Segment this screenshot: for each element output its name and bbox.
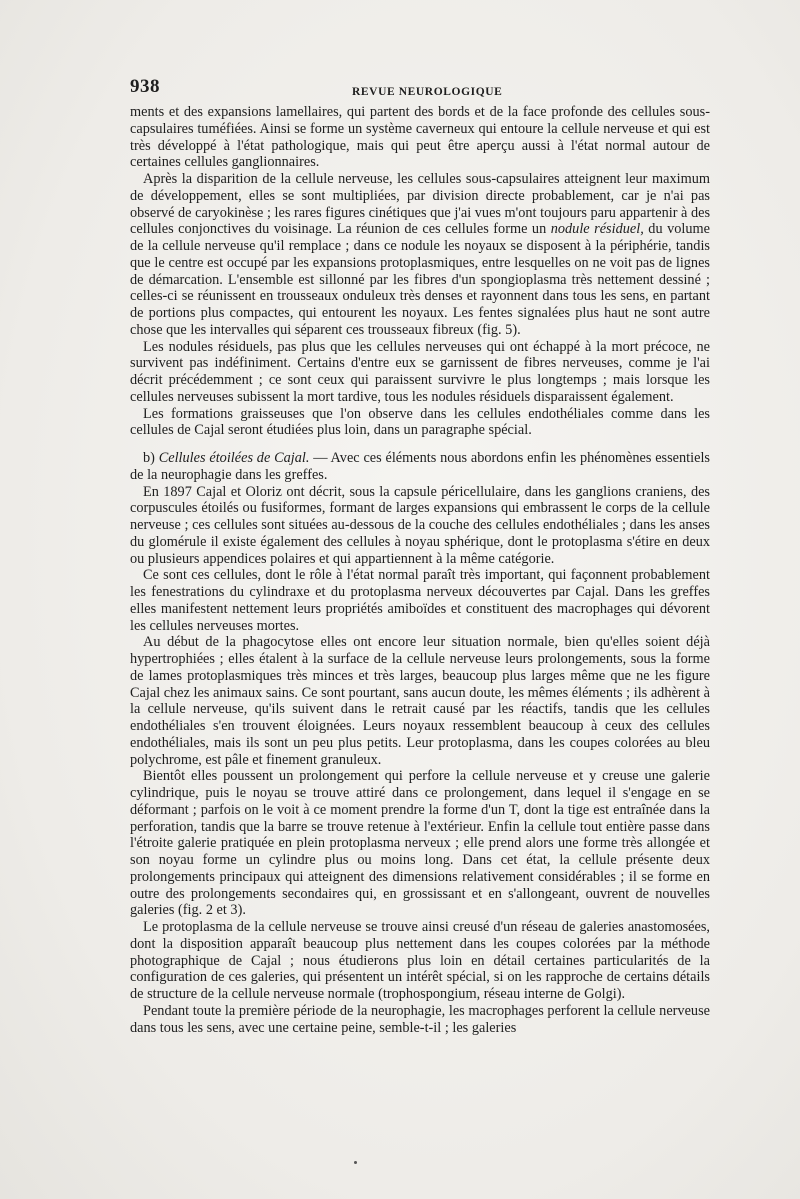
paragraph-11: Pendant toute la première période de la neurophagie, les macrophages perforent la cellule nerveuse dans tous les sens, avec une certaine peine, semble-t-il ; les galeries <box>130 1002 710 1036</box>
section-b-prefix: b) <box>143 450 159 466</box>
paragraph-1: ments et des expansions lamellaires, qui partent des bords et de la face profonde des cellules sous-capsulaires tuméfiées. Ainsi se forme un système caverneux qui entoure la cellule nerveuse et qui est très développé à l'état pathologique, mais qui peut être aperçu aussi à l'état normal autour de certaines cellules ganglionnaires. <box>130 104 710 171</box>
paragraph-3: Les nodules résiduels, pas plus que les cellules nerveuses qui ont échappé à la mort précoce, ne survivent pas indéfiniment. Certains d'entre eux se garnissent de fibres nerveuses, comme je l'ai décrit précédemment ; ce sont ceux qui paraissent survivre le plus longtemps ; mais lorsque les cellules nerveuses subissent la mort tardive, tous les nodules résiduels disparaissent également. <box>130 338 710 405</box>
paragraph-4: Les formations graisseuses que l'on observe dans les cellules endothéliales comme dans les cellules de Cajal seront étudiées plus loin, dans un paragraphe spécial. <box>130 405 710 439</box>
body-text <box>130 104 710 1036</box>
section-b-paragraph <box>130 450 710 484</box>
paragraph-2-start: Après la disparition de la cellule nerveuse, les cellules sous-capsulaires atteignent leur maximum de développement, elles se sont multipliées, par division directe probablement, car je n'ai pas observé de caryokinèse ; les rares figures cinétiques que j'ai vues m'ont toujours paru appartenir à des cellules conjonctives du voisinage. La réunion de ces cellules forme un <box>130 171 711 238</box>
page-header <box>130 76 710 102</box>
paragraph-2-end: du volume de la cellule nerveuse qu'il remplace ; dans ce nodule les noyaux se disposent à la périphérie, tandis que le centre est occupé par les expansions protoplasmiques, entre lesquelles on ne voit pas de lignes de démarcation. L'ensemble est sillonné par les fibres d'un spongioplasma très nettement dessiné ; celles-ci se réunissent en trousseaux onduleux très denses et rayonnent dans tous les sens, en partant de portions plus compactes, qui entourent les noyaux. Les fentes signalées plus haut ne sont autre chose que les intervalles qui séparent ces trousseaux fibreux (fig. 5). <box>130 221 710 338</box>
paragraph-6: En 1897 Cajal et Oloriz ont décrit, sous la capsule péricellulaire, dans les ganglions craniens, des corpuscules étoilés ou fusiformes, formant de larges expansions qui embrassent le corps de la cellule nerveuse ; ces cellules sont situées au-dessous de la couche des cellules endothéliales ; dans les anses du glomérule il existe également des cellules à noyau sphérique, dont le protoplasma s'étire en deux ou plusieurs appendices polaires et qui appartiennent à la même catégorie. <box>130 483 710 567</box>
running-head: REVUE NEUROLOGIQUE <box>352 86 503 98</box>
section-b-text: — Avec ces éléments nous abordons enfin les phénomènes essentiels de la neurophagie dans les greffes. <box>130 450 710 483</box>
paragraph-2 <box>130 171 710 339</box>
page-number: 938 <box>130 76 160 97</box>
section-b-heading: Cellules étoilées de Cajal. <box>158 450 310 466</box>
paragraph-7: Ce sont ces cellules, dont le rôle à l'état normal paraît très important, qui façonnent probablement les fenestrations du cylindraxe et du protoplasma nerveux découvertes par Cajal. Dans les greffes elles manifestent nettement leurs propriétés amiboïdes et constituent des macrophages qui dévorent les cellules nerveuses mortes. <box>130 567 710 634</box>
paragraph-10: Le protoplasma de la cellule nerveuse se trouve ainsi creusé d'un réseau de galeries anastomosées, dont la disposition apparaît beaucoup plus nettement dans les coupes colorées par la méthode photographique de Cajal ; nous étudierons plus loin en détail certaines particularités de la configuration de ces galeries, qui présentent un intérêt spécial, si on les rapproche de certains détails de structure de la cellule nerveuse normale (trophospongium, réseau interne de Golgi). <box>130 919 710 1002</box>
paragraph-9: Bientôt elles poussent un prolongement qui perfore la cellule nerveuse et y creuse une galerie cylindrique, puis le noyau se trouve attiré dans ce prolongement, dans lequel il s'engage en se déformant ; parfois on le voit à ce moment prendre la forme d'un T, dont la tige est entraînée dans la perforation, tandis que la barre se trouve retenue à l'extérieur. Enfin la cellule tout entière passe dans l'étroite galerie pratiquée en plein protoplasma nerveux ; elle prend alors une forme très allongée et son noyau forme un cylindre plus ou moins long. Dans cet état, la cellule présente deux prolongements principaux qui atteignent des dimensions relativement considérables ; il se forme en outre des prolongements secondaires qui, en grossissant et en s'allongeant, ouvrent de nouvelles galeries (fig. 2 et 3). <box>130 768 710 919</box>
nodule-residuel-term: nodule résiduel, <box>550 221 644 238</box>
print-dot <box>354 1161 357 1164</box>
paragraph-8: Au début de la phagocytose elles ont encore leur situation normale, bien qu'elles soient déjà hypertrophiées ; elles étalent à la surface de la cellule nerveuse leurs prolongements, sous la forme de lames protoplasmiques très minces et très larges, beaucoup plus larges même que ne les figure Cajal chez les animaux sains. Ce sont pourtant, sans aucun doute, les mêmes éléments ; ils adhèrent à la cellule nerveuse, qu'ils suivent dans le retrait causé par les réactifs, tandis que les cellules endothéliales s'en trouvent éloignées. Leurs noyaux ressemblent beaucoup à ceux des cellules endothéliales, mais ils sont un peu plus petits. Leur protoplasma, dans les coupes colorées au bleu polychrome, est pâle et finement granuleux. <box>130 634 710 768</box>
